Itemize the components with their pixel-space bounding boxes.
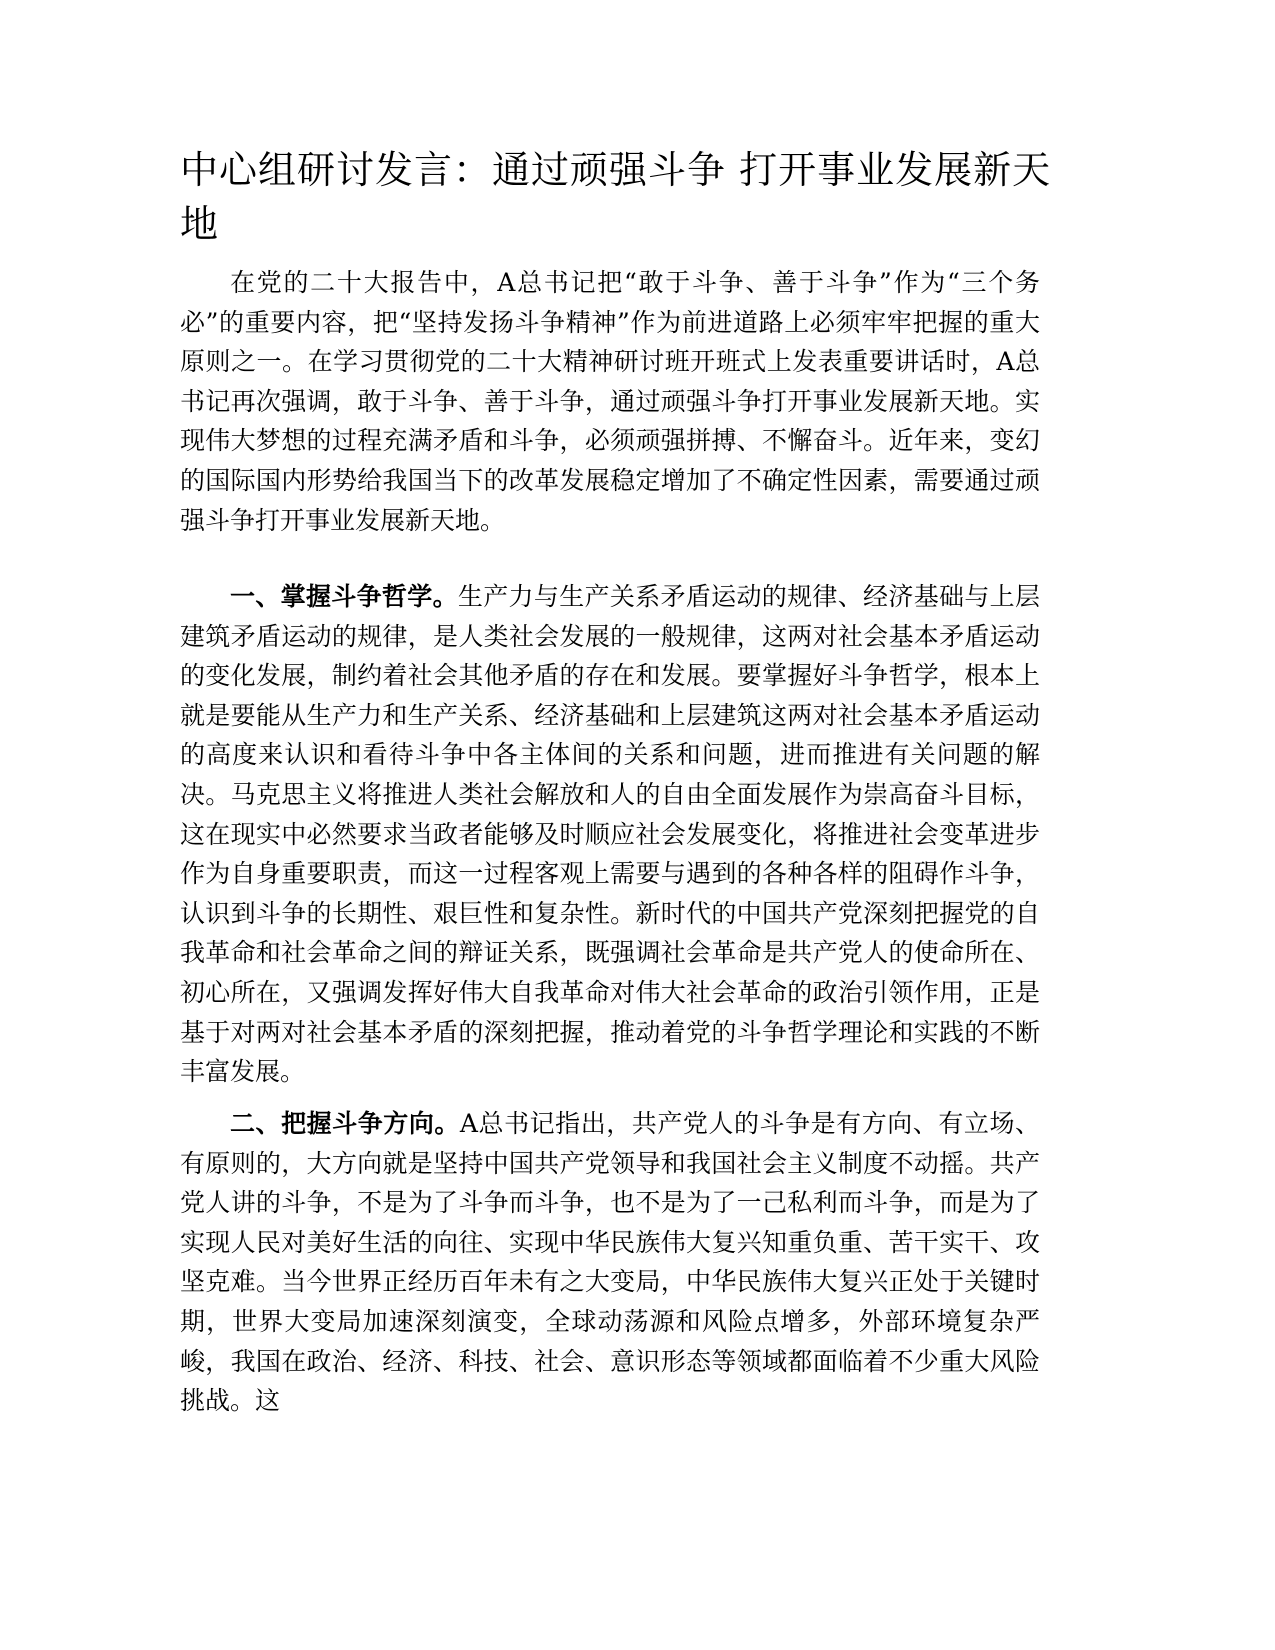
- paragraph-text: A总书记指出，共产党人的斗争是有方向、有立场、有原则的，大方向就是坚持中国共产党领导和我国社会主义制度不动摇。共产党人讲的斗争，不是为了斗争而斗争，也不是为了一己私利而斗争，而是为了实现人民对美好生活的向往、实现中华民族伟大复兴知重负重、苦干实干、攻坚克难。当今世界正经历百年未有之大变局，中华民族伟大复兴正处于关键时期，世界大变局加速深刻演变，全球动荡源和风险点增多，外部环境复杂严峻，我国在政治、经济、科技、社会、意识形态等领域都面临着不少重大风险挑战。这: [180, 1109, 1040, 1416]
- section-heading: 一、掌握斗争哲学。: [230, 582, 458, 611]
- paragraph-text: 生产力与生产关系矛盾运动的规律、经济基础与上层建筑矛盾运动的规律，是人类社会发展的一般规律，这两对社会基本矛盾运动的变化发展，制约着社会其他矛盾的存在和发展。要掌握好斗争哲学，根本上就是要能从生产力和生产关系、经济基础和上层建筑这两对社会基本矛盾运动的高度来认识和看待斗争中各主体间的关系和问题，进而推进有关问题的解决。马克思主义将推进人类社会解放和人的自由全面发展作为崇高奋斗目标，这在现实中必然要求当政者能够及时顺应社会发展变化，将推进社会变革进步作为自身重要职责，而这一过程客观上需要与遇到的各种各样的阻碍作斗争，认识到斗争的长期性、艰巨性和复杂性。新时代的中国共产党深刻把握党的自我革命和社会革命之间的辩证关系，既强调社会革命是共产党人的使命所在、初心所在，又强调发挥好伟大自我革命对伟大社会革命的政治引领作用，正是基于对两对社会基本矛盾的深刻把握，推动着党的斗争哲学理论和实践的不断丰富发展。: [180, 582, 1040, 1087]
- document-title: 中心组研讨发言：通过顽强斗争 打开事业发展新天地: [180, 148, 1052, 246]
- paragraph-intro: [180, 263, 1040, 540]
- paragraph-text: 在党的二十大报告中，A总书记把“敢于斗争、善于斗争”作为“三个务必”的重要内容，把“坚持发扬斗争精神”作为前进道路上必须牢牢把握的重大原则之一。在学习贯彻党的二十大精神研讨班开班式上发表重要讲话时，A总书记再次强调，敢于斗争、善于斗争，通过顽强斗争打开事业发展新天地。实现伟大梦想的过程充满矛盾和斗争，必须顽强拼搏、不懈奋斗。近年来，变幻的国际国内形势给我国当下的改革发展稳定增加了不确定性因素，需要通过顽强斗争打开事业发展新天地。: [180, 268, 1040, 535]
- paragraph-section-1: [180, 577, 1040, 1092]
- section-heading: 二、把握斗争方向。: [230, 1109, 460, 1138]
- paragraph-section-2: [180, 1104, 1040, 1421]
